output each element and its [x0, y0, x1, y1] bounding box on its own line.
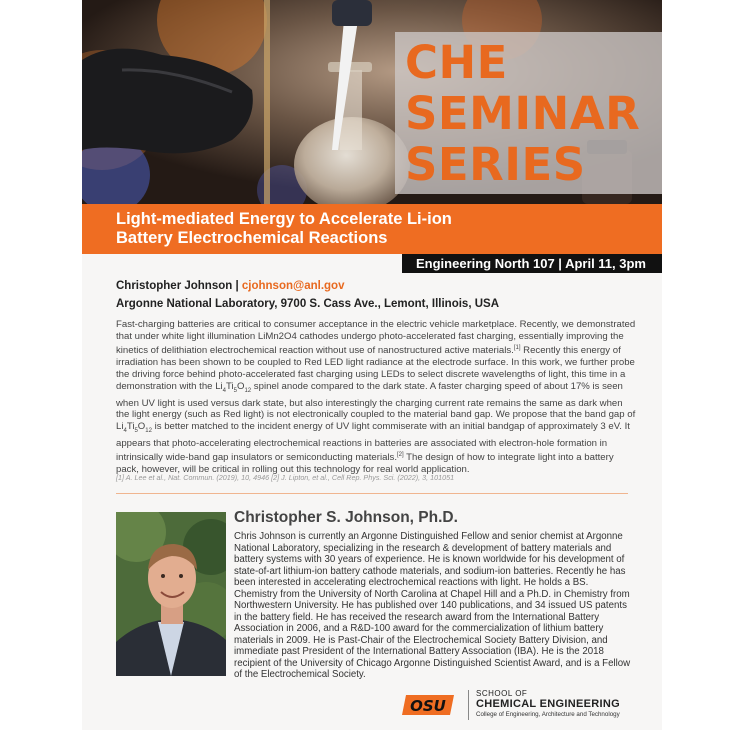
abstract-text: Ti — [226, 380, 234, 392]
speaker-email-link[interactable]: cjohnson@anl.gov — [241, 280, 345, 292]
abstract-paragraph — [116, 319, 636, 476]
talk-title — [116, 210, 636, 248]
series-title-panel — [395, 32, 662, 194]
footer-divider — [468, 690, 469, 720]
college-name: College of Engineering, Architecture and Technology — [476, 711, 620, 718]
abstract-text: The design of how to integrate light into a battery pack, however, will be critical in rolling out this technology for real world application. — [116, 452, 614, 476]
abstract-text: is better matched to the incident energy of UV light commiserate with an initial bandgap of approximately 3 eV. It appears that photo-accelerating electrochemical reactions in batteries are associated with electron-hole formation in intrinsically wide-band gap insulators or semiconducting materials. — [116, 421, 630, 464]
osu-logo — [400, 689, 460, 721]
speaker-portrait — [116, 512, 226, 676]
citation-1: [1] — [513, 344, 521, 351]
formula-subscript: 12 — [244, 387, 252, 394]
formula-subscript: 5 — [233, 387, 237, 394]
section-divider — [116, 493, 628, 494]
series-title-line-1: CHE — [405, 36, 508, 89]
abstract-text: Ti — [126, 421, 135, 433]
abstract-text: spinel anode compared to the dark state. A faster charging speed of about 17% is seen when UV light is used versus dark state, but also interestingly the charging current rate remains the same as dark when the light energy (such as Red light) is not electronically coupled to the material band gap. We propose that the band gap of Li — [116, 380, 636, 433]
series-title-line-3: SERIES — [405, 138, 586, 191]
venue-date-bar: Engineering North 107 | April 11, 3pm — [402, 254, 662, 273]
speaker-affiliation: Argonne National Laboratory, 9700 S. Cass Ave., Lemont, Illinois, USA — [116, 298, 499, 310]
hero-banner — [82, 0, 662, 204]
abstract-text: O — [236, 380, 245, 392]
formula-subscript: 12 — [145, 428, 152, 435]
bio-paragraph: Chris Johnson is currently an Argonne Distinguished Fellow and senior chemist at Argonne National Laboratory, specializing in the research & development of battery materials and battery systems with 30 years of experience. He is known worldwide for his development of state-of-art lithium-ion battery cathode materials, and sodium-ion batteries. Recently he has been interested in accelerating electrochemical reactions with light. He holds a BS. Chemistry from the University of North Carolina at Chapel Hill and a Ph.D. in Chemistry from Northwestern University. He has published over 140 publications, and 34 issued US patents in the battery field. He has received the research award from the International Battery Association in 2006, and a R&D-100 award for the commercialization of lithium battery materials in 2009. He is Past-Chair of the Electrochemical Society Battery Division, and immediate past President of the International Battery Association (IBA). He is the 2018 recipient of the University of Chicago Argonne Distinguished Scientist Award, and is a Fellow of the Electrochemical Society. — [234, 531, 631, 680]
abstract-text: Fast-charging batteries are critical to consumer acceptance in the electric vehicle marketplace. Recently, we demonstrated that under white light illumination LiMn2O4 cathodes undergo photo-accelerated fast charging, essentially improving the kinetics of delithiation electrochemical reaction without use of nanostructured active materials. — [116, 319, 636, 356]
talk-title-line-2: Battery Electrochemical Reactions — [116, 229, 388, 247]
formula-subscript: 4 — [222, 387, 226, 394]
school-name: CHEMICAL ENGINEERING — [476, 698, 620, 710]
talk-title-line-1: Light-mediated Energy to Accelerate Li-ion — [116, 210, 452, 228]
abstract-text: O — [137, 421, 146, 433]
seminar-flyer — [82, 0, 662, 730]
formula-subscript: 4 — [123, 428, 127, 435]
logo-text: OSU — [410, 697, 446, 715]
abstract-text: Recently this energy of irradiation has been shown to be coupled to Red LED light radiance at the electrode surface. In this work, we further probe the driving force behind photo-accelerated fast charging using LEDs to select discrete wavelengths of light, this time in a demonstration with the Li — [116, 345, 635, 392]
speaker-line — [116, 280, 344, 292]
citation-2: [2] — [397, 452, 404, 459]
bio-heading: Christopher S. Johnson, Ph.D. — [234, 509, 458, 526]
speaker-name: Christopher Johnson — [116, 280, 233, 292]
series-title-line-2: SEMINAR — [405, 87, 641, 140]
references: [1] A. Lee et al., Nat. Commun. (2019), 10, 4946 [2] J. Lipton, et al., Cell Rep. Phys. Sci. (2022), 3, 101051 — [116, 473, 455, 482]
school-of-label: SCHOOL OF — [476, 689, 528, 698]
speaker-separator: | — [232, 280, 242, 292]
formula-subscript: 5 — [134, 428, 138, 435]
